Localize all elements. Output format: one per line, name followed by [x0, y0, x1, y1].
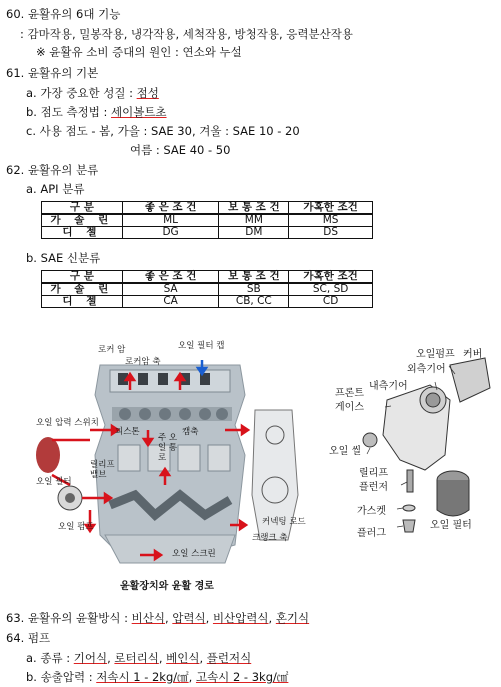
row-header: 가 솔 린 [42, 283, 123, 296]
label-oil-pump: 오일 펌프 [58, 522, 94, 532]
table-row [42, 296, 373, 308]
section-62-title: 62. 윤활유의 분류 [6, 163, 99, 177]
row-header: 디 젤 [42, 296, 123, 308]
section-60-note: ※ 윤활유 소비 증대의 원인 : 연소와 누설 [36, 45, 242, 59]
table-row [42, 227, 373, 239]
table-cell: DG [122, 227, 219, 239]
header-cell: 좋 은 조 건 [122, 271, 219, 284]
pressure-low: 저속시 1 - 2kg/㎠ [96, 670, 189, 684]
section-61-title: 61. 윤활유의 기본 [6, 66, 99, 80]
method-item: 혼기식 [275, 611, 310, 625]
label-oil-seal: 오일 씰 [329, 446, 362, 457]
header-cell: 가혹한 조건 [289, 202, 373, 215]
label-rocker-arm-shaft: 로커암 축 [125, 357, 161, 367]
table-cell: MS [289, 214, 373, 227]
viscosity-value: 점성 [136, 86, 159, 100]
section-60-functions: : 감마작용, 밀봉작용, 냉각작용, 세척작용, 방청작용, 응력분산작용 [20, 27, 353, 41]
pressure-high: 고속시 2 - 3kg/㎠ [195, 670, 289, 684]
table-row [42, 214, 373, 227]
oil-pump-exploded-figure [325, 340, 497, 550]
table-row [42, 283, 373, 296]
row-header: 가 솔 린 [42, 214, 123, 227]
label-connecting-rod: 커넥팅 로드 [262, 517, 306, 527]
table-cell: DS [289, 227, 373, 239]
table-cell: SC, SD [289, 283, 373, 296]
section-62-b-title: b. SAE 신분류 [26, 251, 101, 265]
table-cell: CD [289, 296, 373, 308]
pump-type: 기어식 [73, 651, 108, 665]
section-62-a-title: a. API 분류 [26, 182, 85, 196]
header-cell: 가혹한 조건 [289, 271, 373, 284]
section-64-a: a. 종류 : 기어식, 로터리식, 베인식, 플런저식 [26, 651, 252, 665]
table-cell: ML [122, 214, 219, 227]
label-oil-filter: 오일 필터 [36, 477, 72, 487]
pump-type: 베인식 [166, 651, 200, 665]
section-64-title: 64. 펌프 [6, 631, 51, 645]
section-63: 63. 윤활유의 윤활방식 : 비산식, 압력식, 비산압력식, 혼기식 [6, 611, 310, 625]
sae-classification-table [41, 270, 373, 308]
section-60-title: 60. 윤활유의 6대 기능 [6, 7, 121, 21]
label-inner-gear: 내측기어 [369, 381, 408, 392]
table-header-row [42, 271, 373, 284]
label-cover: 커버 [463, 349, 483, 360]
header-cell: 구 분 [42, 202, 123, 215]
table-cell: DM [219, 227, 289, 239]
label-relief-plunger-line1: 릴리프 [359, 468, 388, 479]
label-outer-gear: 외측기어 [407, 364, 446, 375]
table-cell: CB, CC [219, 296, 289, 308]
label-oil-pressure-switch: 오일 압력 스위치 [36, 418, 99, 428]
method-item: 비산식 [131, 611, 165, 625]
label-oil-strainer: 오일 스크린 [172, 549, 216, 559]
label-front-case-line1: 프론트 [335, 388, 364, 399]
label-front-case-line2: 게이스 [335, 402, 364, 413]
label-relief-valve: 릴리프 밸브 [90, 460, 115, 480]
engine-lubrication-illustration [30, 335, 315, 600]
label-oil-pump: 오일펌프 [416, 349, 455, 360]
section-61-b: b. 점도 측정법 : 세이볼트초 [26, 105, 167, 119]
header-cell: 보 통 조 건 [219, 271, 289, 284]
section-61-c: c. 사용 점도 - 봄, 가을 : SAE 30, 겨울 : SAE 10 - 20 [26, 124, 300, 138]
table-header-row [42, 202, 373, 215]
header-cell: 좋 은 조 건 [122, 202, 219, 215]
saybolt-value: 세이볼트초 [111, 105, 167, 119]
pump-type: 플런저식 [206, 651, 252, 665]
section-64-b: b. 송출압력 : 저속시 1 - 2kg/㎠, 고속시 2 - 3kg/㎠ [26, 670, 289, 684]
label-camshaft: 캠축 [182, 427, 199, 437]
section-61-a: a. 가장 중요한 성질 : 점성 [26, 86, 159, 100]
table-cell: SA [122, 283, 219, 296]
label-piston: 피스톤 [115, 427, 140, 437]
row-header: 디 젤 [42, 227, 123, 239]
header-cell: 구 분 [42, 271, 123, 284]
method-item: 압력식 [172, 611, 206, 625]
label-oil-filter-cap: 오일 필터 캡 [178, 341, 225, 351]
lubrication-system-figure [30, 335, 315, 600]
table-cell: CA [122, 296, 219, 308]
figure-caption: 윤활장치와 윤활 경로 [120, 581, 214, 592]
label-main-oil-gallery: 주 오일 통로 [158, 433, 178, 463]
method-item: 비산압력식 [212, 611, 269, 625]
header-cell: 보 통 조 건 [219, 202, 289, 215]
label-plug: 플러그 [357, 528, 386, 539]
api-classification-table [41, 201, 373, 239]
section-61-c-summer: 여름 : SAE 40 - 50 [130, 143, 231, 157]
label-rocker-arm: 로커 암 [98, 345, 126, 355]
label-oil-filter: 오일 필터 [430, 520, 472, 531]
table-cell: SB [219, 283, 289, 296]
label-relief-plunger-line2: 플런저 [359, 482, 388, 493]
table-cell: MM [219, 214, 289, 227]
pump-type: 로터리식 [114, 651, 159, 665]
label-crankshaft: 크랭크 축 [252, 533, 288, 543]
label-gasket: 가스켓 [357, 506, 386, 517]
